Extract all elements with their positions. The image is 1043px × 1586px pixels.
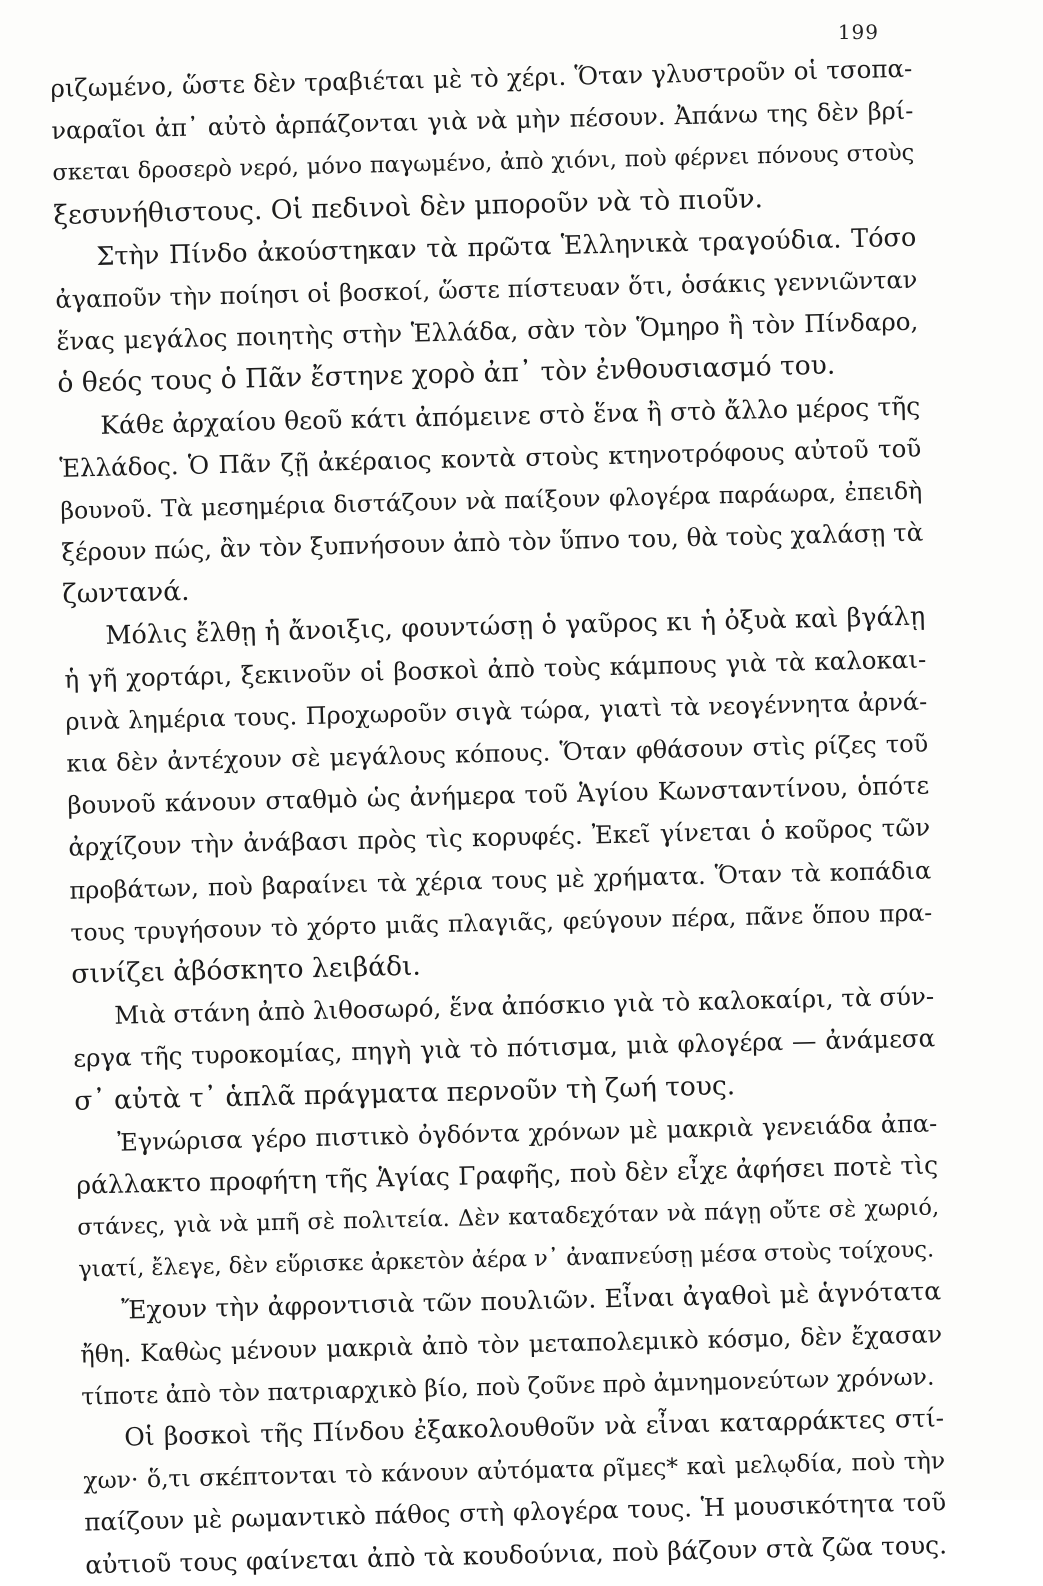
text-line: Ἐγνώρισα γέρο πιστικὸ ὀγδόντα χρόνων μὲ μακριὰ γενειάδα ἀπα- <box>117 1109 938 1157</box>
text-line: ριζωμένο, ὥστε δὲν τραβιέται μὲ τὸ χέρι. Ὅταν γλυστροῦν οἱ τσοπα- <box>50 53 913 103</box>
text-line: βουνοῦ κάνουν σταθμὸ ὡς ἀνήμερα τοῦ Ἁγίου Κωνσταντίνου, ὁπότε <box>67 770 930 820</box>
text-line: σ᾽ αὐτὰ τ᾽ ἁπλᾶ πράγματα περνοῦν τὴ ζωή τους. <box>73 1069 736 1117</box>
body-text <box>50 48 948 1586</box>
text-line: ράλλακτο προφήτη τῆς Ἁγίας Γραφῆς, ποὺ δὲν εἶχε ἀφήσει ποτὲ τὶς <box>75 1150 939 1200</box>
text-line: ὁ θεός τους ὁ Πᾶν ἔστηνε χορὸ ἀπ᾽ τὸν ἐνθουσιασμό του. <box>57 349 836 400</box>
text-line: Οἱ βοσκοὶ τῆς Πίνδου ἐξακολουθοῦν νὰ εἶναι καταρράκτες στί- <box>123 1403 945 1452</box>
text-line: τίποτε ἀπὸ τὸν πατριαρχικὸ βίο, ποὺ ζοῦνε πρὸ ἀμνημονεύτων χρόνων. <box>80 1362 935 1411</box>
text-line: χων· ὅ,τι σκέπτονται τὸ κάνουν αὐτόματα ρῖμες* καὶ μελῳδία, ποὺ τὴν <box>82 1446 946 1495</box>
text-line: ἀγαποῦν τὴν ποίησι οἱ βοσκοί, ὥστε πίστευαν ὅτι, ὁσάκις γεννιῶνταν <box>55 265 918 314</box>
text-line: προβάτων, ποὺ βαραίνει τὰ χέρια τους μὲ χρήματα. Ὅταν τὰ κοπάδια <box>69 856 932 905</box>
text-line: κια δὲν ἀντέχουν σὲ μεγάλους κόπους. Ὅταν φθάσουν στὶς ρίζες τοῦ <box>66 729 929 778</box>
text-line: Μόλις ἔλθῃ ἡ ἄνοιξις, φουντώσῃ ὁ γαῦρος κι ἡ ὀξυὰ καὶ βγάλῃ <box>105 601 926 652</box>
text-line: Ἑλλάδος. Ὁ Πᾶν ζῇ ἀκέραιος κοντὰ στοὺς κτηνοτρόφους αὐτοῦ τοῦ <box>59 433 922 483</box>
text-line: τους τρυγήσουν τὸ χόρτο μιᾶς πλαγιᾶς, φεύγουν πέρα, πᾶνε ὅπου πρα- <box>70 898 933 947</box>
text-line: Ἔχουν τὴν ἀφροντισιὰ τῶν πουλιῶν. Εἶναι ἀγαθοὶ μὲ ἁγνότατα <box>120 1276 942 1326</box>
text-line: ξέρουν πώς, ἂν τὸν ξυπνήσουν ἀπὸ τὸν ὕπνο του, θὰ τοὺς χαλάσῃ τὰ <box>61 517 924 567</box>
text-line: Στὴν Πίνδο ἀκούστηκαν τὰ πρῶτα Ἑλληνικὰ τραγούδια. Τόσο <box>96 222 917 272</box>
text-line: παίζουν μὲ ρωμαντικὸ πάθος στὴ φλογέρα τους. Ἡ μουσικότητα τοῦ <box>83 1487 947 1537</box>
text-line: στάνες, γιὰ νὰ μπῆ σὲ πολιτεία. Δὲν καταδεχόταν νὰ πάγῃ οὔτε σὲ χωριό, <box>77 1194 940 1241</box>
text-line: γιατί, ἔλεγε, δὲν εὕρισκε ἀρκετὸν ἀέρα ν᾽ ἀναπνεύσῃ μέσα στοὺς τοίχους. <box>78 1236 935 1283</box>
text-line: ξεσυνήθιστους. Οἱ πεδινοὶ δὲν μποροῦν νὰ τὸ πιοῦν. <box>53 182 764 231</box>
text-line: ναραῖοι ἀπ᾽ αὐτὸ ἁρπάζονται γιὰ νὰ μὴν πέσουν. Ἀπάνω της δὲν βρί- <box>51 96 914 146</box>
text-line: Κάθε ἀρχαίου θεοῦ κάτι ἀπόμεινε στὸ ἕνα ἢ στὸ ἄλλο μέρος τῆς <box>100 391 921 440</box>
text-line: ἀρχίζουν τὴν ἀνάβασι πρὸς τὶς κορυφές. Ἐκεῖ γίνεται ὁ κοῦρος τῶν <box>68 812 931 863</box>
text-line: ἡ γῆ χορτάρι, ξεκινοῦν οἱ βοσκοὶ ἀπὸ τοὺς κάμπους γιὰ τὰ καλοκαι- <box>64 644 927 694</box>
text-line: ἕνας μεγάλος ποιητὴς στὴν Ἑλλάδα, σὰν τὸν Ὅμηρο ἢ τὸν Πίνδαρο, <box>56 306 919 357</box>
text-line: ἤθη. Καθὼς μένουν μακριὰ ἀπὸ τὸν μεταπολεμικὸ κόσμο, δὲν ἔχασαν <box>79 1319 943 1369</box>
text-line: Μιὰ στάνη ἀπὸ λιθοσωρό, ἕνα ἀπόσκιο γιὰ τὸ καλοκαίρι, τὰ σύν- <box>113 981 935 1030</box>
text-line: ζωντανά. <box>62 576 190 611</box>
text-line: βουνοῦ. Τὰ μεσημέρια διστάζουν νὰ παίξουν φλογέρα παράωρα, ἐπειδὴ <box>60 476 923 525</box>
page-number: 199 <box>837 20 879 44</box>
text-line: ρινὰ λημέρια τους. Προχωροῦν σιγὰ τώρα, γιατὶ τὰ νεογέννητα ἀρνά- <box>65 687 928 736</box>
text-line: εργα τῆς τυροκομίας, πηγὴ γιὰ τὸ πότισμα, μιὰ φλογέρα — ἀνάμεσα <box>73 1023 936 1074</box>
text-line: σινίζει ἀβόσκητο λειβάδι. <box>70 950 422 990</box>
text-line: σκεται δροσερὸ νερό, μόνο παγωμένο, ἀπὸ χιόνι, ποὺ φέρνει πόνους στοὺς <box>52 140 915 187</box>
text-line: αὐτιοῦ τους φαίνεται ἀπὸ τὰ κουδούνια, ποὺ βάζουν στὰ ζῶα τους. <box>84 1529 948 1580</box>
